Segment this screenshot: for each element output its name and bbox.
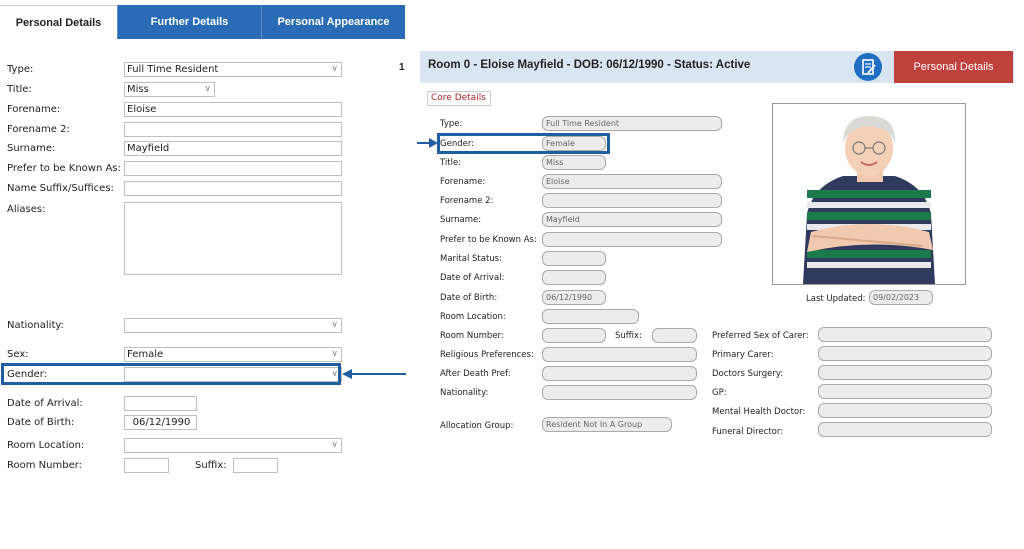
personal-details-button[interactable] [894, 51, 1013, 83]
r-primary-carer-field[interactable] [818, 346, 992, 361]
aliases-textarea[interactable] [124, 202, 342, 275]
r-room-number-label: Room Number: [440, 331, 504, 341]
r-prefer-label: Prefer to be Known As: [440, 235, 537, 245]
r-gp-field[interactable] [818, 384, 992, 399]
dob-value: 06/12/1990 [132, 417, 191, 428]
stray-mark: 1 [399, 62, 405, 73]
resident-photo [772, 103, 966, 285]
r-allocation-field[interactable] [542, 417, 672, 432]
nationality-label: Nationality: [7, 320, 64, 331]
r-surname-label: Surname: [440, 215, 482, 225]
r-religious-field[interactable] [542, 347, 697, 362]
tab-label: Further Details [150, 16, 229, 28]
r-suffix-label: Suffix: [615, 331, 642, 341]
r-type-value: Full Time Resident [546, 119, 620, 128]
prefer-label: Prefer to be Known As: [7, 163, 121, 174]
r-after-death-field[interactable] [542, 366, 697, 381]
forename2-input[interactable] [124, 122, 342, 137]
tab-personal-details[interactable] [0, 5, 117, 39]
r-primary-carer-label: Primary Carer: [712, 350, 774, 360]
r-forename-value: Eloise [546, 177, 570, 186]
core-details-label: Core Details [431, 93, 486, 103]
title-select[interactable] [124, 82, 215, 97]
r-dob-field[interactable] [542, 290, 606, 305]
r-forename2-label: Forename 2: [440, 196, 494, 206]
arrival-input[interactable] [124, 396, 197, 411]
r-nationality-field[interactable] [542, 385, 697, 400]
r-allocation-value: Resident Not In A Group [546, 420, 643, 429]
title-value: Miss [127, 84, 149, 95]
sex-label: Sex: [7, 349, 29, 360]
edit-notes-icon[interactable] [854, 53, 882, 81]
r-funeral-field[interactable] [818, 422, 992, 437]
r-marital-label: Marital Status: [440, 254, 502, 264]
r-room-number-field[interactable] [542, 328, 606, 343]
last-updated-value: 09/02/2023 [873, 293, 920, 302]
r-dob-label: Date of Birth: [440, 293, 498, 303]
type-select[interactable] [124, 62, 342, 77]
resident-header-title: Room 0 - Eloise Mayfield - DOB: 06/12/1990 - Status: Active [428, 59, 751, 71]
r-prefer-field[interactable] [542, 232, 722, 247]
sex-value: Female [127, 349, 164, 360]
r-gender-value: Female [546, 139, 575, 148]
r-title-field[interactable] [542, 155, 606, 170]
r-doctors-surgery-label: Doctors Surgery: [712, 369, 784, 379]
tab-label: Personal Appearance [277, 16, 390, 28]
personal-details-button-label: Personal Details [913, 61, 994, 73]
dob-label: Date of Birth: [7, 417, 75, 428]
r-forename-field[interactable] [542, 174, 722, 189]
arrival-label: Date of Arrival: [7, 398, 83, 409]
type-label: Type: [7, 64, 34, 75]
aliases-label: Aliases: [7, 204, 46, 215]
r-dob-value: 06/12/1990 [546, 293, 593, 302]
tab-further-details[interactable] [117, 5, 261, 39]
r-forename-label: Forename: [440, 177, 486, 187]
forename-input[interactable] [124, 102, 342, 117]
name-suffix-input[interactable] [124, 181, 342, 196]
r-nationality-label: Nationality: [440, 388, 489, 398]
name-suffix-label: Name Suffix/Suffices: [7, 183, 114, 194]
r-mental-health-field[interactable] [818, 403, 992, 418]
r-after-death-label: After Death Pref: [440, 369, 511, 379]
nationality-select[interactable] [124, 318, 342, 333]
r-pref-sex-carer-label: Preferred Sex of Carer: [712, 331, 809, 341]
r-arrival-field[interactable] [542, 270, 606, 285]
last-updated-field [869, 290, 933, 305]
room-number-input[interactable] [124, 458, 169, 473]
r-funeral-label: Funeral Director: [712, 427, 784, 437]
room-number-label: Room Number: [7, 460, 83, 471]
forename-label: Forename: [7, 104, 61, 115]
r-gender-label: Gender: [440, 139, 475, 149]
forename-value: Eloise [127, 104, 157, 115]
last-updated-label: Last Updated: [806, 294, 866, 304]
r-title-value: Miss [546, 158, 564, 167]
r-suffix-field[interactable] [652, 328, 697, 343]
r-pref-sex-carer-field[interactable] [818, 327, 992, 342]
core-details-tab[interactable] [427, 91, 491, 106]
surname-label: Surname: [7, 143, 56, 154]
r-forename2-field[interactable] [542, 193, 722, 208]
r-allocation-label: Allocation Group: [440, 421, 514, 431]
room-location-label: Room Location: [7, 440, 85, 451]
r-mental-health-label: Mental Health Doctor: [712, 407, 806, 417]
tab-personal-appearance[interactable] [261, 5, 405, 39]
room-location-select[interactable] [124, 438, 342, 453]
forename2-label: Forename 2: [7, 124, 70, 135]
r-gp-label: GP: [712, 388, 727, 398]
r-doctors-surgery-field[interactable] [818, 365, 992, 380]
surname-value: Mayfield [127, 143, 170, 154]
gender-highlight-box [1, 363, 341, 385]
r-type-field[interactable] [542, 116, 722, 131]
r-room-location-label: Room Location: [440, 312, 506, 322]
right-pointer-arrow-icon [417, 136, 439, 150]
r-surname-value: Mayfield [546, 215, 580, 224]
r-title-label: Title: [440, 158, 462, 168]
suffix-input[interactable] [233, 458, 278, 473]
r-gender-highlight-box [437, 133, 610, 154]
suffix-label: Suffix: [195, 460, 227, 471]
surname-input[interactable] [124, 141, 342, 156]
title-label: Title: [7, 84, 32, 95]
prefer-input[interactable] [124, 161, 342, 176]
r-arrival-label: Date of Arrival: [440, 273, 505, 283]
sex-select[interactable] [124, 347, 342, 362]
r-marital-field[interactable] [542, 251, 606, 266]
dob-input[interactable] [124, 415, 197, 430]
r-surname-field[interactable] [542, 212, 722, 227]
type-value: Full Time Resident [127, 64, 219, 75]
r-room-location-field[interactable] [542, 309, 639, 324]
gender-label: Gender: [7, 369, 48, 380]
left-pointer-arrow-icon [340, 366, 408, 382]
tab-label: Personal Details [15, 16, 102, 29]
r-type-label: Type: [440, 119, 463, 129]
r-religious-label: Religious Preferences: [440, 350, 534, 360]
